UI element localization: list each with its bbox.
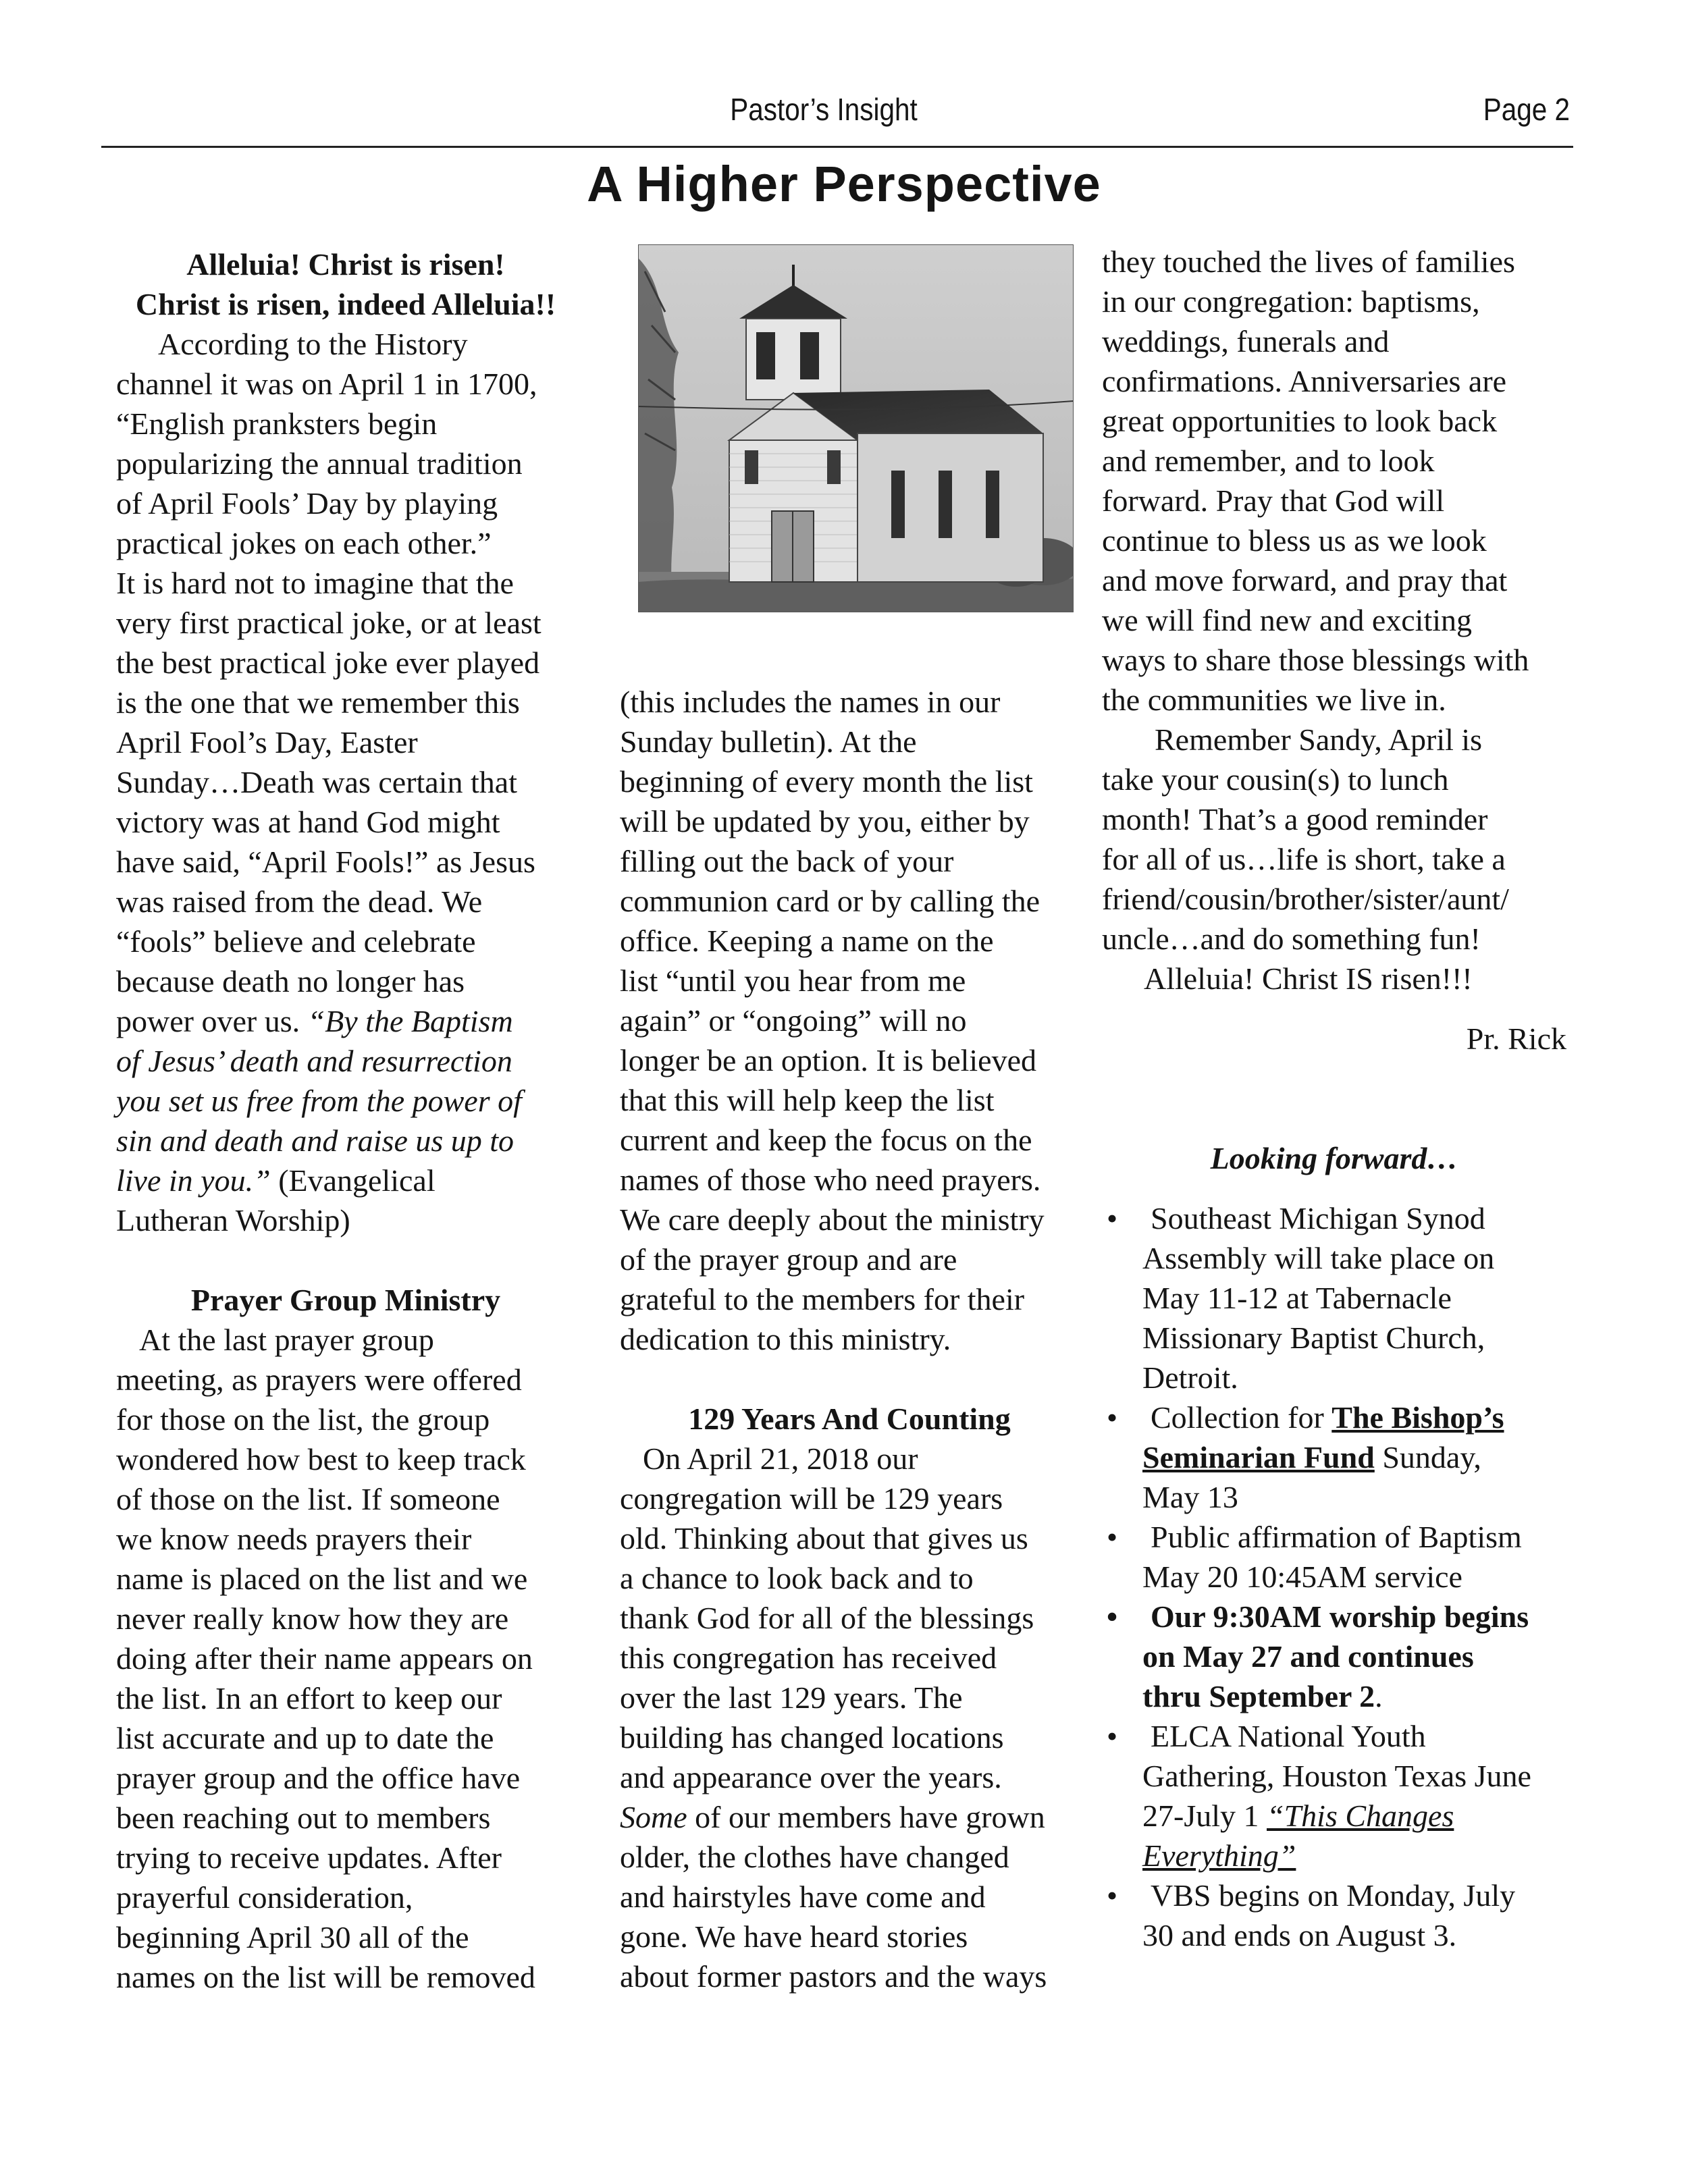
- text-line: communion card or by calling the: [620, 884, 1040, 918]
- spacer: [620, 1359, 1079, 1399]
- text-line: of the prayer group and are: [620, 1242, 957, 1277]
- text-line: [1142, 1437, 1566, 1477]
- text-line: and move forward, and pray that: [1102, 563, 1508, 597]
- prayer-group-heading: Prayer Group Ministry: [190, 1283, 501, 1317]
- text-line: names on the list will be removed: [116, 1960, 535, 1994]
- signature: Pr. Rick: [1466, 1021, 1566, 1056]
- text-line: older, the clothes have changed: [620, 1840, 1009, 1874]
- text-line: names of those who need prayers.: [620, 1163, 1041, 1197]
- bullet: •: [1106, 1201, 1118, 1235]
- prayer-list-continued: [620, 682, 1079, 1359]
- text-line: beginning of every month the list: [620, 764, 1033, 799]
- text-line: Public affirmation of Baptism: [1151, 1520, 1522, 1554]
- text-line: doing after their name appears on: [116, 1641, 533, 1676]
- fund-name: The Bishop’s: [1331, 1400, 1504, 1435]
- text-line: thank God for all of the blessings: [620, 1601, 1034, 1635]
- events-list: [1102, 1198, 1566, 1955]
- text-line: very first practical joke, or at least: [116, 606, 542, 640]
- text-line: 30 and ends on August 3.: [1142, 1918, 1457, 1952]
- text-line: Sunday bulletin). At the: [620, 724, 917, 759]
- quote-source: (Evangelical: [270, 1163, 436, 1198]
- text-line: current and keep the focus on the: [620, 1123, 1032, 1157]
- text-span: 27-July 1: [1142, 1799, 1267, 1833]
- text-line: that this will help keep the list: [620, 1083, 995, 1117]
- text-line: April Fool’s Day, Easter: [116, 725, 418, 760]
- text-line: the list. In an effort to keep our: [116, 1681, 502, 1715]
- text-line: month! That’s a good reminder: [1102, 802, 1488, 836]
- text-line: over the last 129 years. The: [620, 1680, 963, 1715]
- text-line: have said, “April Fools!” as Jesus: [116, 845, 535, 879]
- bullet: •: [1106, 1599, 1118, 1634]
- text-line: popularizing the annual tradition: [116, 446, 523, 481]
- event-synod-assembly: [1102, 1198, 1566, 1397]
- easter-greeting-2: Christ is risen, indeed Alleluia!!: [135, 287, 556, 321]
- text-line: about former pastors and the ways: [620, 1959, 1047, 1994]
- text-line: this congregation has received: [620, 1641, 997, 1675]
- bullet: •: [1106, 1520, 1118, 1554]
- text-line: continue to bless us as we look: [1102, 523, 1487, 558]
- text-span: Sunday,: [1374, 1440, 1481, 1474]
- text-span: of our members have grown: [687, 1800, 1045, 1834]
- text-line: building has changed locations: [620, 1720, 1004, 1755]
- text-line: practical jokes on each other.”: [116, 526, 492, 560]
- text-line: According to the History: [158, 327, 468, 361]
- quote-lead: power over us.: [116, 1004, 308, 1038]
- header-rule: [101, 146, 1573, 148]
- text-line: for those on the list, the group: [116, 1402, 490, 1437]
- text-line: was raised from the dead. We: [116, 884, 483, 919]
- text-line: list “until you hear from me: [620, 963, 966, 998]
- text-line: It is hard not to imagine that the: [116, 566, 514, 600]
- easter-greeting-1: Alleluia! Christ is risen!: [186, 247, 505, 282]
- text-line: old. Thinking about that gives us: [620, 1521, 1028, 1555]
- text-line: ways to share those blessings with: [1102, 643, 1529, 677]
- text-line: take your cousin(s) to lunch: [1102, 762, 1449, 797]
- looking-forward-heading: Looking forward…: [1210, 1141, 1458, 1175]
- text-line: will be updated by you, either by: [620, 804, 1030, 838]
- event-worship-time: [1102, 1597, 1566, 1716]
- text-line: they touched the lives of families: [1102, 244, 1515, 279]
- bullet: •: [1106, 1400, 1118, 1435]
- spacer: [1102, 998, 1566, 1019]
- text-line: never really know how they are: [116, 1601, 509, 1636]
- running-header-section: Pastor’s Insight: [730, 92, 918, 127]
- text-span: Collection for: [1151, 1400, 1332, 1435]
- text-span: thru September 2: [1142, 1679, 1375, 1713]
- text-line: We care deeply about the ministry: [620, 1202, 1045, 1237]
- text-line: we will find new and exciting: [1102, 603, 1473, 637]
- text-line: trying to receive updates. After: [116, 1840, 502, 1875]
- text-line: [116, 1161, 575, 1200]
- article-title: A Higher Perspective: [587, 156, 1101, 212]
- text-line: confirmations. Anniversaries are: [1102, 364, 1507, 398]
- text-line: of those on the list. If someone: [116, 1482, 500, 1516]
- text-line: congregation will be 129 years: [620, 1481, 1003, 1516]
- event-youth-gathering: [1102, 1716, 1566, 1875]
- text-line: wondered how best to keep track: [116, 1442, 526, 1476]
- anniversary-heading: 129 Years And Counting: [688, 1402, 1011, 1436]
- text-line: ELCA National Youth: [1151, 1719, 1426, 1753]
- spacer: [116, 1240, 575, 1280]
- april-fools-paragraph: [116, 324, 575, 1240]
- text-span: .: [1375, 1679, 1383, 1713]
- text-line: of April Fools’ Day by playing: [116, 486, 498, 521]
- text-line: May 11-12 at Tabernacle: [1142, 1281, 1452, 1315]
- text-line: [1142, 1796, 1566, 1836]
- text-line: At the last prayer group: [139, 1323, 434, 1357]
- prayer-group-paragraph: [116, 1320, 575, 1997]
- text-line: prayer group and the office have: [116, 1761, 521, 1795]
- text-line: great opportunities to look back: [1102, 404, 1498, 438]
- text-line: [116, 1001, 575, 1041]
- text-line: (this includes the names in our: [620, 685, 1001, 719]
- event-baptism-affirmation: [1102, 1517, 1566, 1597]
- liturgy-quote: of Jesus’ death and resurrection: [116, 1044, 512, 1078]
- text-line: and hairstyles have come and: [620, 1880, 986, 1914]
- text-line: Assembly will take place on: [1142, 1241, 1495, 1275]
- liturgy-quote: sin and death and raise us up to: [116, 1123, 515, 1158]
- text-line: Remember Sandy, April is: [1155, 722, 1483, 757]
- text-line: we know needs prayers their: [116, 1522, 472, 1556]
- text-line: dedication to this ministry.: [620, 1322, 951, 1356]
- text-line: May 20 10:45AM service: [1142, 1560, 1462, 1594]
- text-line: [1142, 1397, 1566, 1437]
- text-line: beginning April 30 all of the: [116, 1920, 469, 1954]
- text-line: forward. Pray that God will: [1102, 483, 1445, 518]
- church-photo: [638, 244, 1074, 612]
- anniversary-paragraph: [620, 1439, 1079, 1996]
- text-line: Gathering, Houston Texas June: [1142, 1759, 1531, 1793]
- text-line: weddings, funerals and: [1102, 324, 1390, 358]
- column-1: [116, 244, 575, 1997]
- text-line: and appearance over the years.: [620, 1760, 1002, 1794]
- text-line: Southeast Michigan Synod: [1151, 1201, 1485, 1235]
- text-line: the best practical joke ever played: [116, 645, 540, 680]
- column-3: [1102, 242, 1566, 1955]
- liturgy-quote: you set us free from the power of: [116, 1084, 522, 1118]
- sandy-paragraph: [1102, 720, 1566, 959]
- text-line: been reaching out to members: [116, 1801, 491, 1835]
- gathering-theme: Everything”: [1142, 1838, 1296, 1873]
- anniversary-continued: [1102, 242, 1566, 720]
- event-bishops-fund: [1102, 1397, 1566, 1517]
- text-line: May 13: [1142, 1480, 1238, 1514]
- text-line: name is placed on the list and we: [116, 1562, 528, 1596]
- text-line: uncle…and do something fun!: [1102, 922, 1481, 956]
- text-line: is the one that we remember this: [116, 685, 520, 720]
- text-line: Our 9:30AM worship begins: [1151, 1599, 1529, 1634]
- fund-name: Seminarian Fund: [1142, 1440, 1375, 1474]
- text-line: office. Keeping a name on the: [620, 924, 994, 958]
- text-line: On April 21, 2018 our: [643, 1441, 918, 1476]
- text-line: victory was at hand God might: [116, 805, 500, 839]
- spacer: [1102, 1059, 1566, 1138]
- text-line: again” or “ongoing” will no: [620, 1003, 967, 1038]
- text-line: “English pranksters begin: [116, 406, 438, 441]
- page-number: Page 2: [1483, 92, 1570, 127]
- text-line: prayerful consideration,: [116, 1880, 413, 1915]
- spacer: [1102, 1178, 1566, 1198]
- gathering-theme: “This Changes: [1267, 1799, 1454, 1833]
- text-line: gone. We have heard stories: [620, 1919, 968, 1954]
- text-line: “fools” believe and celebrate: [116, 924, 476, 959]
- bullet: •: [1106, 1719, 1118, 1753]
- text-line: grateful to the members for their: [620, 1282, 1025, 1316]
- closing-line: Alleluia! Christ IS risen!!!: [1144, 961, 1473, 996]
- column-2: [620, 682, 1079, 1996]
- text-line: longer be an option. It is believed: [620, 1043, 1037, 1077]
- bullet: •: [1106, 1878, 1118, 1913]
- text-line: [1142, 1676, 1566, 1716]
- text-line: a chance to look back and to: [620, 1561, 974, 1595]
- text-line: [620, 1797, 1079, 1837]
- text-line: for all of us…life is short, take a: [1102, 842, 1506, 876]
- text-line: because death no longer has: [116, 964, 465, 998]
- text-line: channel it was on April 1 in 1700,: [116, 367, 537, 401]
- text-line: filling out the back of your: [620, 844, 954, 878]
- text-line: list accurate and up to date the: [116, 1721, 494, 1755]
- text-line: VBS begins on Monday, July: [1151, 1878, 1516, 1913]
- liturgy-quote: “By the Baptism: [307, 1004, 513, 1038]
- event-vbs: [1102, 1875, 1566, 1955]
- text-line: the communities we live in.: [1102, 683, 1446, 717]
- liturgy-quote: live in you.”: [116, 1163, 271, 1198]
- text-line: meeting, as prayers were offered: [116, 1362, 522, 1397]
- text-line: Detroit.: [1142, 1360, 1238, 1395]
- emphasis-word: Some: [620, 1800, 687, 1834]
- text-line: in our congregation: baptisms,: [1102, 284, 1480, 319]
- text-line: Sunday…Death was certain that: [116, 765, 517, 799]
- quote-source: Lutheran Worship): [116, 1203, 350, 1237]
- text-line: friend/cousin/brother/sister/aunt/: [1102, 882, 1509, 916]
- text-line: Missionary Baptist Church,: [1142, 1321, 1485, 1355]
- text-line: and remember, and to look: [1102, 444, 1435, 478]
- text-line: on May 27 and continues: [1142, 1639, 1474, 1674]
